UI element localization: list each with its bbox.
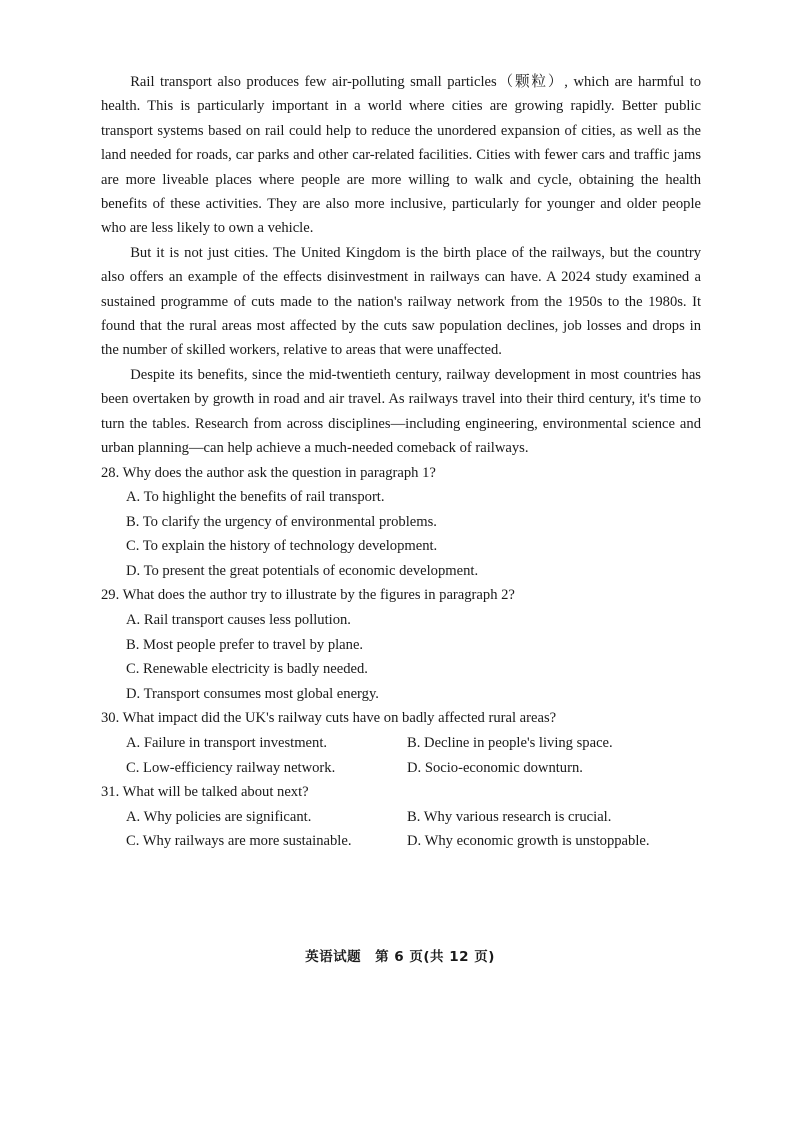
question-30: [101, 706, 701, 780]
option-a: A. Failure in transport investment.: [126, 735, 328, 752]
option-c: C. Low-efficiency railway network.: [126, 759, 336, 776]
option-c: C. To explain the history of technology development.: [126, 538, 438, 555]
option-list: [101, 608, 701, 706]
option-list: [101, 485, 701, 583]
question-28: [101, 461, 701, 584]
option-b: B. To clarify the urgency of environmental problems.: [126, 513, 437, 530]
question-31: [101, 780, 701, 854]
option-a: A. Why policies are significant.: [126, 808, 312, 825]
exam-page: [101, 70, 701, 854]
option-grid: [101, 731, 701, 780]
question-stem: 28. Why does the author ask the question in paragraph 1?: [101, 464, 436, 481]
page-footer: 英语试题 第 6 页(共 12 页): [305, 949, 495, 965]
question-stem: 30. What impact did the UK's railway cuts have on badly affected rural areas?: [101, 710, 557, 727]
option-grid: [101, 805, 701, 854]
question-stem: 29. What does the author try to illustrate by the figures in paragraph 2?: [101, 587, 515, 604]
passage-paragraph: But it is not just cities. The United Kingdom is the birth place of the railways, but the country also offers an example of the effects disinvestment in railways can have. A 2024 study examined a sustained programme of cuts made to the nation's railway network from the 1950s to the 1980s. It found that the rural areas most affected by the cuts saw population declines, job losses and drops in the number of skilled workers, relative to areas that were unaffected.: [101, 244, 701, 359]
question-29: [101, 583, 701, 706]
reading-passage: [101, 70, 701, 461]
option-c: C. Renewable electricity is badly needed.: [126, 661, 368, 678]
passage-paragraph: Rail transport also produces few air-polluting small particles（颗粒）, which are harmful to health. This is particularly important in a world where cities are growing rapidly. Better public transport systems based on rail could help to reduce the unordered expansion of cities, as well as the land needed for roads, car parks and other car-related facilities. Cities with fewer cars and traffic jams are more liveable places where people are more willing to walk and cycle, obtaining the health benefits of these activities. They are also more inclusive, particularly for younger and older people who are less likely to own a vehicle.: [101, 74, 701, 237]
option-b: B. Why various research is crucial.: [407, 808, 612, 825]
option-d: D. Transport consumes most global energy.: [126, 685, 379, 702]
question-stem: 31. What will be talked about next?: [101, 784, 309, 801]
option-d: D. To present the great potentials of economic development.: [126, 562, 479, 579]
option-a: A. Rail transport causes less pollution.: [126, 612, 351, 629]
option-b: B. Decline in people's living space.: [407, 735, 613, 752]
option-a: A. To highlight the benefits of rail transport.: [126, 489, 385, 506]
option-b: B. Most people prefer to travel by plane.: [126, 636, 364, 653]
passage-paragraph: Despite its benefits, since the mid-twentieth century, railway development in most countries has been overtaken by growth in road and air travel. As railways travel into their third century, it's time to turn the tables. Research from across disciplines—including engineering, environmental science and urban planning—can help achieve a much-needed comeback of railways.: [101, 366, 701, 457]
option-c: C. Why railways are more sustainable.: [126, 833, 352, 850]
option-d: D. Socio-economic downturn.: [407, 759, 583, 776]
option-d: D. Why economic growth is unstoppable.: [407, 833, 650, 850]
